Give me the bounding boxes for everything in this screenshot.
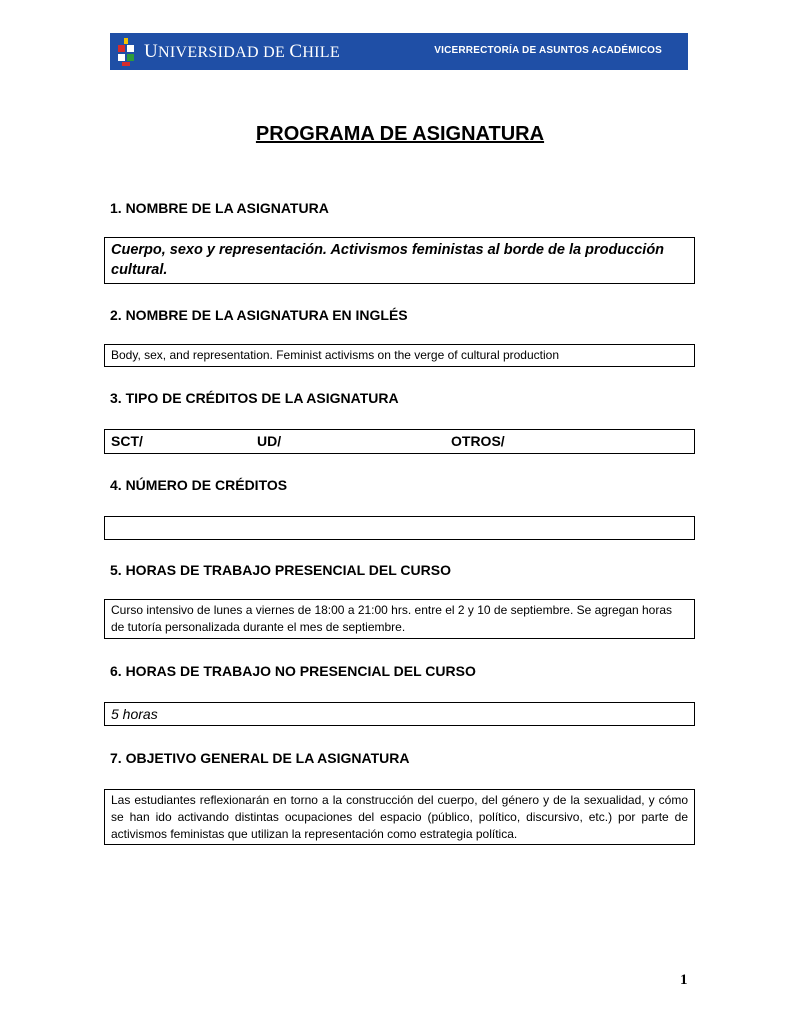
general-objective-value: Las estudiantes reflexionarán en torno a la construcción del cuerpo, del género y de la sexualidad, y cómo se han ido activando distintas ocupaciones del espacio (público, político, discursivo, etc.) por parte de activismos feministas que utilizan la representación como estrategia política.: [111, 793, 688, 841]
general-objective-box: [104, 789, 695, 845]
credit-number-box: [104, 516, 695, 540]
section-1-heading: 1. NOMBRE DE LA ASIGNATURA: [110, 200, 329, 216]
credit-type-otros: OTROS/: [451, 433, 505, 449]
document-title: PROGRAMA DE ASIGNATURA: [255, 123, 545, 145]
credit-type-sct: SCT/: [111, 433, 143, 449]
presential-hours-value: Curso intensivo de lunes a viernes de 18:00 a 21:00 hrs. entre el 2 y 10 de septiembre. Se agregan horas de tutoría personalizada durante el mes de septiembre.: [111, 603, 673, 634]
non-presential-hours-box: [104, 702, 695, 726]
course-name-box: [104, 237, 695, 284]
office-name: VICERRECTORÍA DE ASUNTOS ACADÉMICOS: [434, 45, 662, 56]
university-name: UNIVERSIDAD DE CHILE: [144, 40, 340, 62]
section-6-heading: 6. HORAS DE TRABAJO NO PRESENCIAL DEL CURSO: [110, 663, 476, 679]
course-name-english-value: Body, sex, and representation. Feminist activisms on the verge of cultural production: [111, 348, 560, 362]
university-crest-icon: [116, 37, 136, 67]
section-5-heading: 5. HORAS DE TRABAJO PRESENCIAL DEL CURSO: [110, 562, 451, 578]
section-4-heading: 4. NÚMERO DE CRÉDITOS: [110, 477, 288, 493]
course-name-english-box: [104, 344, 695, 367]
header-banner: [110, 33, 688, 70]
page-number: 1: [680, 972, 688, 988]
section-7-heading: 7. OBJETIVO GENERAL DE LA ASIGNATURA: [110, 750, 410, 766]
section-3-heading: 3. TIPO DE CRÉDITOS DE LA ASIGNATURA: [110, 390, 399, 406]
course-name-value: Cuerpo, sexo y representación. Activismos feministas al borde de la producción cultural.: [111, 242, 665, 278]
section-2-heading: 2. NOMBRE DE LA ASIGNATURA EN INGLÉS: [110, 307, 408, 323]
presential-hours-box: [104, 599, 695, 639]
credit-type-box: [104, 429, 695, 454]
credit-type-ud: UD/: [257, 433, 282, 449]
non-presential-hours-value: 5 horas: [111, 706, 158, 722]
